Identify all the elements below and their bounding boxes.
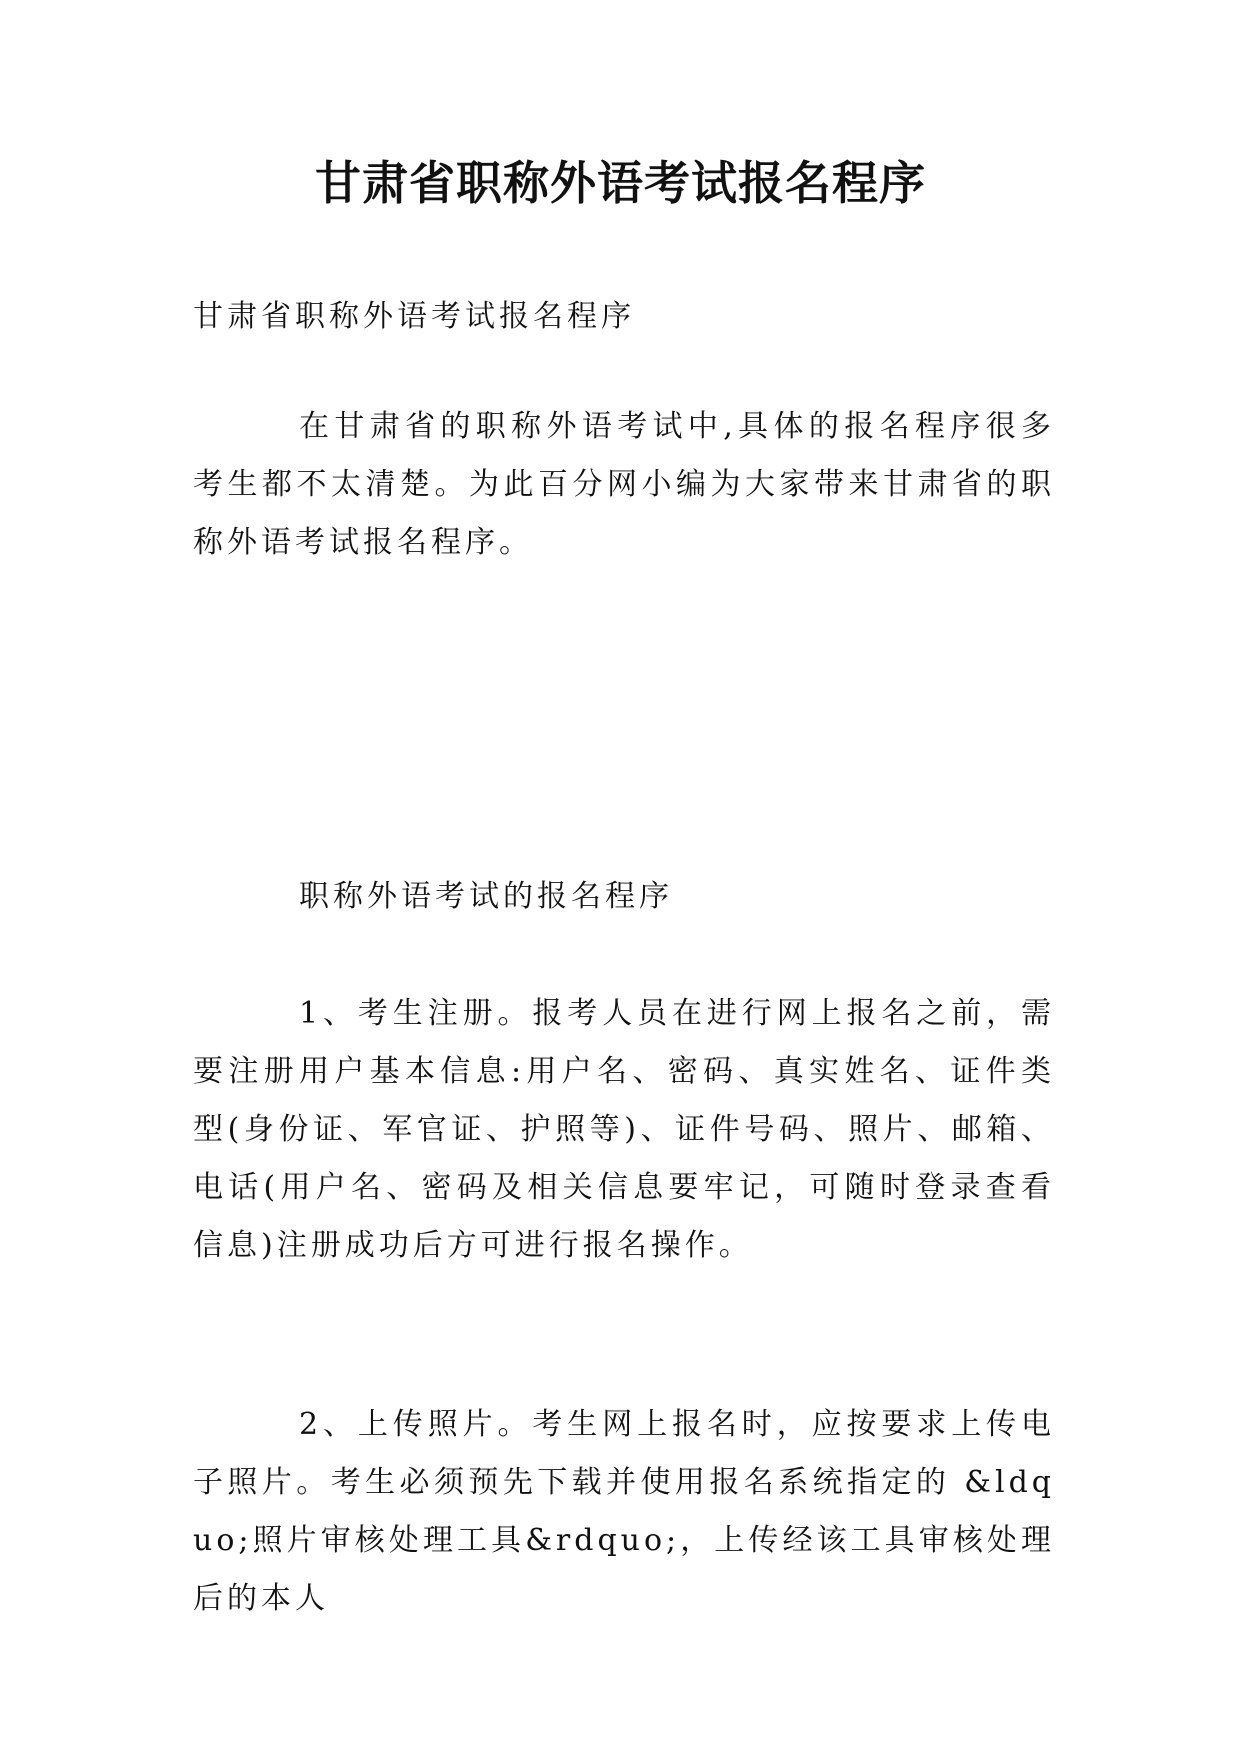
document-title: 甘肃省职称外语考试报名程序 xyxy=(315,156,926,210)
document-subtitle: 甘肃省职称外语考试报名程序 xyxy=(193,299,635,334)
intro-paragraph: 在甘肃省的职称外语考试中,具体的报名程序很多考生都不太清楚。为此百分网小编为大家带来甘肃省的职称外语考试报名程序。 xyxy=(193,409,1055,560)
section-heading: 职称外语考试的报名程序 xyxy=(299,879,673,914)
step-2-paragraph: 2、上传照片。考生网上报名时，应按要求上传电子照片。考生必须预先下载并使用报名系统指定的 &ldquo;照片审核处理工具&rdquo;，上传经该工具审核处理后的本人 xyxy=(193,1407,1055,1616)
step-1-paragraph: 1、考生注册。报考人员在进行网上报名之前，需要注册用户基本信息:用户名、密码、真实姓名、证件类型(身份证、军官证、护照等)、证件号码、照片、邮箱、电话(用户名、密码及相关信息要牢记，可随时登录查看信息)注册成功后方可进行报名操作。 xyxy=(193,996,1055,1263)
